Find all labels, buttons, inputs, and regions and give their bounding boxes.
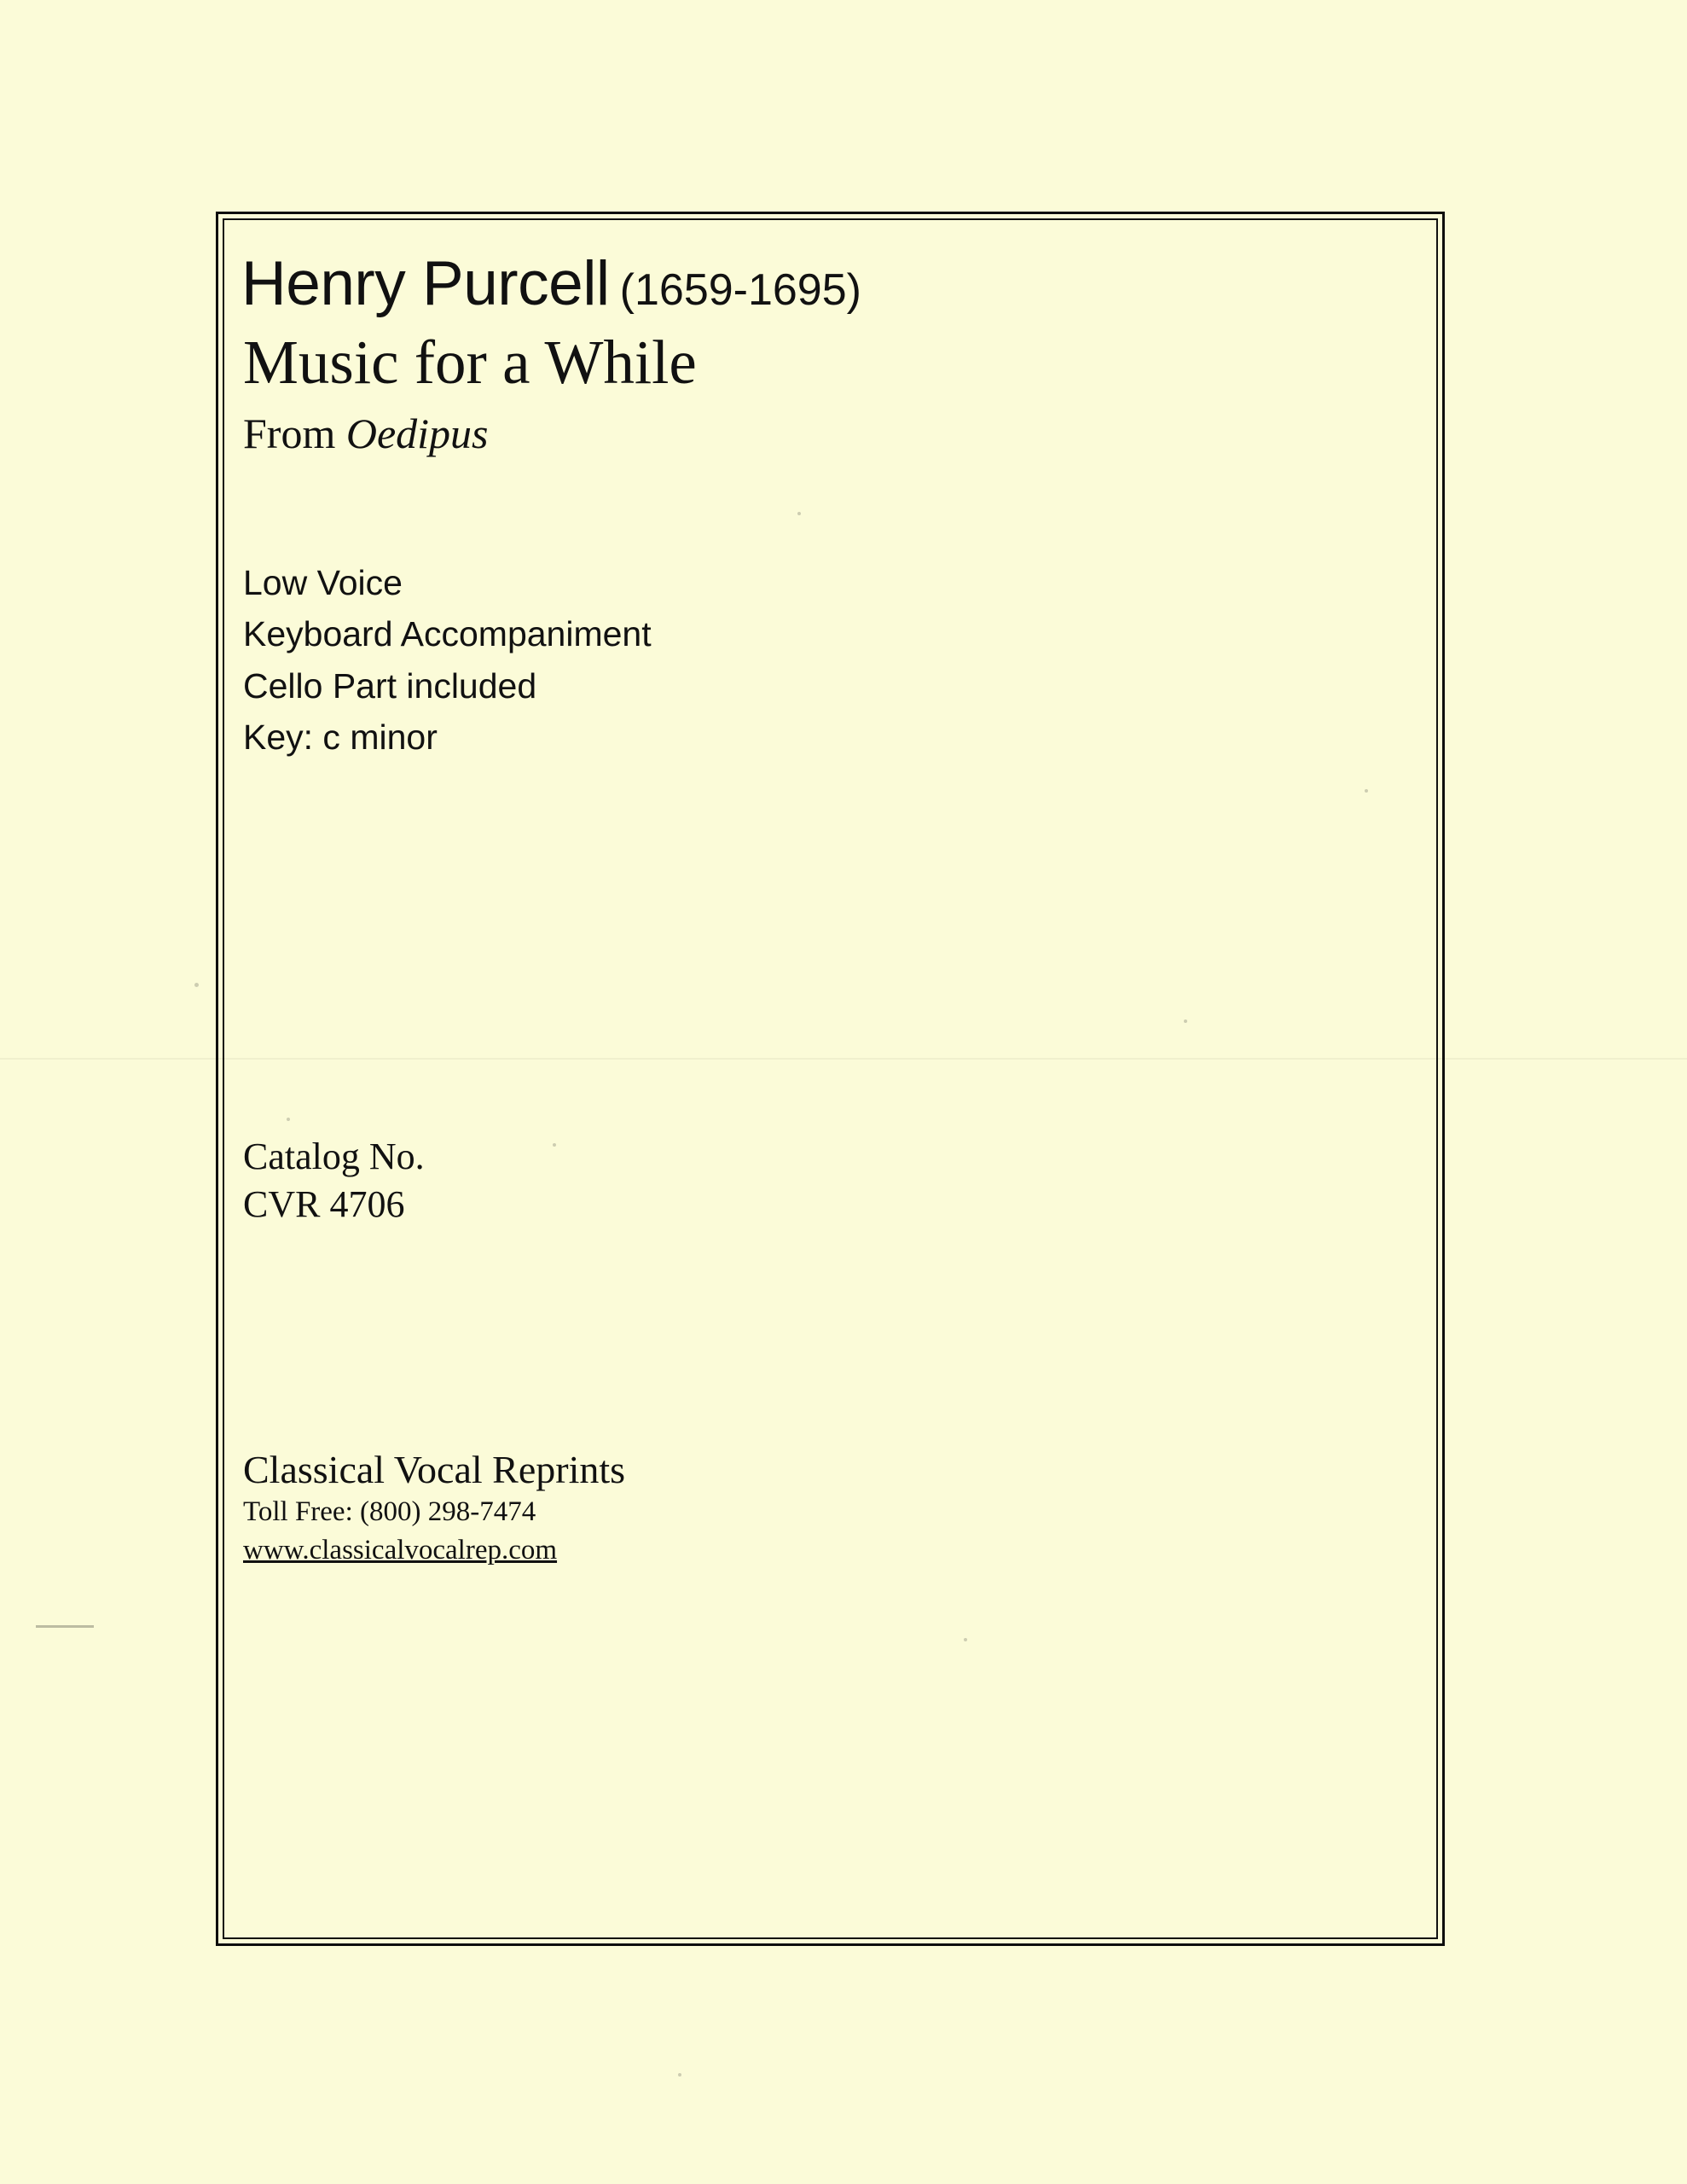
publisher-website-link[interactable]: www.classicalvocalrep.com — [243, 1534, 558, 1565]
spec-cello-part: Cello Part included — [243, 665, 537, 706]
publisher-block — [243, 1447, 625, 1569]
source-work-line — [243, 412, 489, 455]
source-work-name: Oedipus — [345, 410, 489, 457]
composer-line — [241, 249, 861, 318]
publisher-name: Classical Vocal Reprints — [243, 1448, 626, 1491]
spec-accompaniment: Keyboard Accompaniment — [243, 614, 652, 654]
page-title: Music for a While — [243, 328, 697, 397]
scan-edge-mark — [36, 1625, 94, 1628]
scan-speck — [678, 2073, 681, 2077]
spec-voice: Low Voice — [243, 563, 403, 602]
spec-key: Key: c minor — [243, 717, 438, 757]
composer-name: Henry Purcell — [241, 249, 610, 318]
composer-dates: (1659-1695) — [619, 265, 861, 315]
catalog-block — [243, 1133, 425, 1229]
catalog-number: CVR 4706 — [243, 1183, 405, 1226]
specs-list — [243, 557, 652, 763]
source-prefix: From — [243, 410, 346, 457]
publisher-phone: Toll Free: (800) 298-7474 — [243, 1496, 536, 1528]
cover-page-content — [241, 237, 1418, 1922]
scan-speck — [194, 983, 199, 987]
catalog-label: Catalog No. — [243, 1136, 425, 1177]
